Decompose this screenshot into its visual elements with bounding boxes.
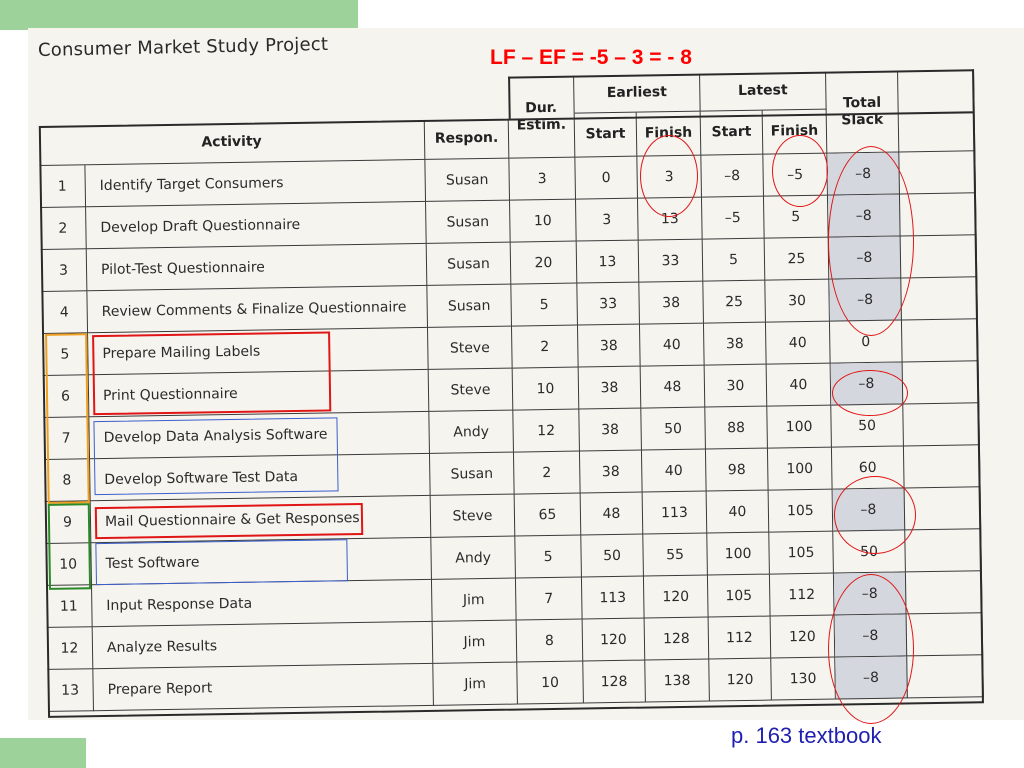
cell-es: 50 — [581, 535, 644, 578]
cell-ef: 33 — [639, 240, 704, 283]
cell-slack: –8 — [829, 278, 902, 321]
cell-slack: –8 — [828, 194, 901, 237]
header-slack-line2: Slack — [841, 111, 884, 128]
cell-ef: 40 — [642, 450, 707, 493]
cell-ef: 55 — [643, 534, 708, 577]
cell-dur: 12 — [513, 410, 580, 453]
header-earliest-finish: Finish — [637, 112, 702, 157]
textbook-reference: p. 163 textbook — [731, 723, 882, 748]
cell-num: 1 — [39, 165, 86, 208]
cell-es: 113 — [582, 577, 645, 620]
slide-accent-top — [0, 0, 358, 30]
header-respon: Respon. — [425, 119, 510, 160]
cell-ef: 128 — [645, 618, 710, 661]
cell-ls: 112 — [709, 617, 772, 660]
cell-slack: 50 — [833, 530, 906, 573]
cell-respon: Steve — [428, 327, 513, 370]
cell-slack: –8 — [833, 488, 906, 531]
cell-num: 3 — [41, 249, 88, 292]
cell-num: 12 — [47, 627, 94, 670]
document-title: Consumer Market Study Project — [37, 33, 329, 61]
cell-ls: 100 — [707, 533, 770, 576]
cell-slack: 0 — [830, 320, 903, 363]
cell-respon: Andy — [431, 537, 516, 580]
cell-respon: Andy — [429, 411, 514, 454]
cell-ls: 120 — [709, 659, 772, 702]
cell-ls: 40 — [707, 491, 770, 534]
cell-activity: Prepare Report — [93, 664, 434, 711]
cell-respon: Jim — [433, 663, 518, 706]
cell-ls: 30 — [705, 365, 768, 408]
cell-respon: Steve — [431, 495, 516, 538]
cell-es: 0 — [575, 157, 638, 200]
cell-ls: –8 — [701, 155, 764, 198]
cell-lf: 120 — [771, 616, 836, 659]
cell-activity: Review Comments & Finalize Questionnaire — [87, 286, 428, 333]
cell-activity: Analyze Results — [93, 622, 434, 669]
cell-activity: Print Questionnaire — [89, 370, 430, 417]
red-box-mail — [95, 503, 363, 539]
cell-dur: 3 — [509, 158, 576, 201]
cell-ef: 50 — [641, 408, 706, 451]
header-earliest-start: Start — [575, 113, 638, 158]
cell-num: 9 — [45, 501, 92, 544]
cell-ls: 25 — [703, 281, 766, 324]
cell-slack: –8 — [835, 614, 908, 657]
ellipse-slack-rows-11-13 — [828, 574, 914, 724]
cell-ls: 38 — [704, 323, 767, 366]
cell-ef: 120 — [644, 576, 709, 619]
cell-lf: 105 — [769, 532, 834, 575]
cell-es: 120 — [583, 619, 646, 662]
cell-activity: Prepare Mailing Labels — [88, 328, 429, 375]
cell-respon: Susan — [427, 243, 512, 286]
orange-group-box — [45, 333, 90, 504]
header-latest: Latest — [700, 72, 827, 112]
cell-es: 33 — [577, 283, 640, 326]
cell-slack: –8 — [835, 656, 908, 699]
cell-slack: –8 — [834, 572, 907, 615]
cell-num: 13 — [47, 669, 94, 712]
cell-lf: 30 — [765, 280, 830, 323]
cell-ef: 48 — [641, 366, 706, 409]
cell-dur: 5 — [515, 536, 582, 579]
cell-activity: Mail Questionnaire & Get Responses — [91, 496, 432, 543]
blue-box-test — [95, 539, 348, 585]
cell-lf: 25 — [765, 238, 830, 281]
cell-es: 38 — [580, 451, 643, 494]
cell-lf: 130 — [771, 658, 836, 701]
cell-es: 128 — [583, 661, 646, 704]
cell-respon: Susan — [425, 159, 510, 202]
cell-es: 38 — [579, 367, 642, 410]
cell-es: 13 — [577, 241, 640, 284]
header-latest-start: Start — [701, 111, 764, 156]
slide-accent-bottom — [0, 738, 86, 768]
cell-ef: 113 — [643, 492, 708, 535]
header-duration-line1: Dur. — [525, 99, 558, 116]
ellipse-latest-finish — [772, 135, 828, 207]
cell-es: 38 — [579, 409, 642, 452]
cell-activity: Develop Draft Questionnaire — [86, 202, 427, 249]
cell-num: 11 — [46, 585, 93, 628]
cell-dur: 10 — [517, 662, 584, 705]
cell-num: 7 — [43, 417, 90, 460]
header-earliest: Earliest — [574, 74, 701, 114]
cell-lf: 100 — [767, 406, 832, 449]
cell-activity: Develop Data Analysis Software — [89, 412, 430, 459]
cell-slack: –8 — [827, 152, 900, 195]
cell-lf: 105 — [769, 490, 834, 533]
cell-es: 3 — [576, 199, 639, 242]
slack-formula-annotation: LF – EF = -5 – 3 = - 8 — [490, 46, 692, 69]
cell-activity: Pilot-Test Questionnaire — [87, 244, 428, 291]
ellipse-slack-row-9 — [834, 476, 916, 554]
cell-ef: 3 — [637, 156, 702, 199]
cell-dur: 20 — [511, 242, 578, 285]
cell-num: 4 — [41, 291, 88, 334]
header-slack-line1: Total — [842, 94, 882, 111]
cell-dur: 8 — [517, 620, 584, 663]
cell-activity: Input Response Data — [92, 580, 433, 627]
cell-dur: 10 — [510, 200, 577, 243]
cell-slack: –8 — [829, 236, 902, 279]
green-group-box — [48, 503, 91, 590]
cell-ef: 13 — [638, 198, 703, 241]
blue-box-software — [93, 417, 338, 495]
cell-respon: Steve — [429, 369, 514, 412]
cell-respon: Susan — [427, 285, 512, 328]
cell-slack: 50 — [831, 404, 904, 447]
cell-dur: 2 — [512, 326, 579, 369]
cell-ls: –5 — [702, 197, 765, 240]
header-latest-finish: Finish — [763, 110, 828, 155]
cell-slack: –8 — [831, 362, 904, 405]
cell-activity: Test Software — [91, 538, 432, 585]
cell-dur: 5 — [511, 284, 578, 327]
cell-ls: 105 — [708, 575, 771, 618]
red-box-labels-print — [92, 331, 331, 415]
cell-dur: 10 — [513, 368, 580, 411]
cell-lf: 5 — [764, 196, 829, 239]
header-duration-line2: Estim. — [516, 116, 567, 133]
cell-lf: 40 — [767, 364, 832, 407]
cell-lf: 112 — [770, 574, 835, 617]
cell-ef: 40 — [640, 324, 705, 367]
cell-activity: Develop Software Test Data — [90, 454, 431, 501]
cell-ls: 5 — [703, 239, 766, 282]
cell-es: 38 — [578, 325, 641, 368]
ellipse-slack-rows-1-4 — [828, 146, 914, 336]
cell-activity: Identify Target Consumers — [85, 160, 426, 207]
cell-lf: –5 — [763, 154, 828, 197]
cell-dur: 2 — [514, 452, 581, 495]
ellipse-finish-header — [640, 135, 698, 217]
cell-lf: 40 — [766, 322, 831, 365]
cell-slack: 60 — [832, 446, 905, 489]
ellipse-slack-row-6 — [832, 370, 908, 416]
cell-dur: 7 — [516, 578, 583, 621]
cell-respon: Susan — [430, 453, 515, 496]
cell-lf: 100 — [768, 448, 833, 491]
cell-num: 6 — [43, 375, 90, 418]
cell-ls: 98 — [706, 449, 769, 492]
cell-es: 48 — [581, 493, 644, 536]
cell-ef: 138 — [645, 660, 710, 703]
cell-respon: Jim — [432, 579, 517, 622]
cell-num: 8 — [44, 459, 91, 502]
cell-ls: 88 — [705, 407, 768, 450]
header-activity: Activity — [39, 120, 426, 166]
cell-respon: Jim — [433, 621, 518, 664]
cell-num: 5 — [42, 333, 89, 376]
cell-num: 10 — [45, 543, 92, 586]
cell-respon: Susan — [426, 201, 511, 244]
cell-ef: 38 — [639, 282, 704, 325]
cell-dur: 65 — [515, 494, 582, 537]
table-top-frame — [508, 69, 975, 118]
cell-num: 2 — [40, 207, 87, 250]
